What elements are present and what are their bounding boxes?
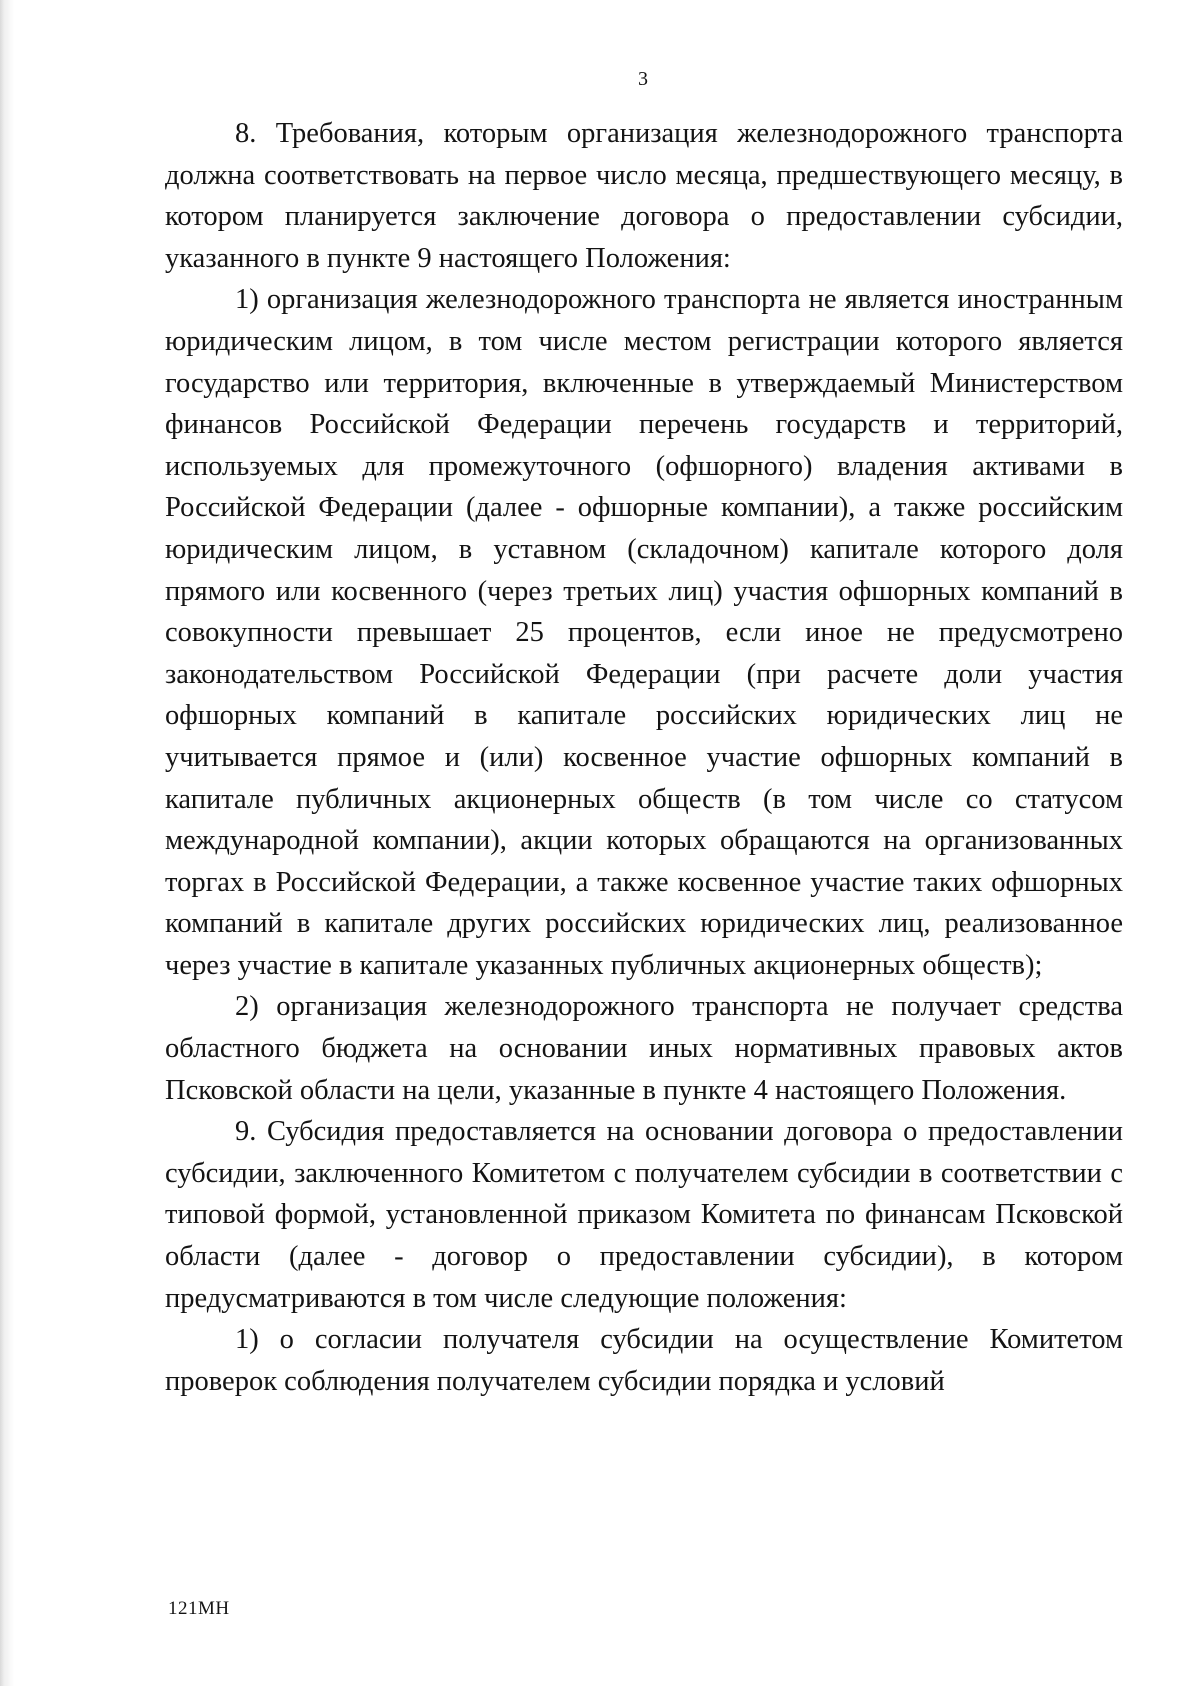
page-number: 3 — [638, 68, 648, 90]
scan-edge-shadow — [0, 0, 14, 1686]
paragraph-8-item-1: 1) организация железнодорожного транспорта не является иностранным юридическим лицом, в том числе местом регистрации которого является государство или территория, включенные в утверждаемый Министерством финансов Российской Федерации перечень государств и территорий, используемых для промежуточного (офшорного) владения активами в Российской Федерации (далее - офшорные компании), а также российским юридическим лицом, в уставном (складочном) капитале которого доля прямого или косвенного (через третьих лиц) участия офшорных компаний в совокупности превышает 25 процентов, если иное не предусмотрено законодательством Российской Федерации (при расчете доли участия офшорных компаний в капитале российских юридических лиц не учитывается прямое и (или) косвенное участие офшорных компаний в капитале публичных акционерных обществ (в том числе со статусом международной компании), акции которых обращаются на организованных торгах в Российской Федерации, а также косвенное участие таких офшорных компаний в капитале других российских юридических лиц, реализованное через участие в капитале указанных публичных акционерных обществ); — [165, 284, 1123, 981]
paragraph-8-item-2: 2) организация железнодорожного транспорта не получает средства областного бюджета на основании иных нормативных правовых актов Псковской области на цели, указанные в пункте 4 настоящего Положения. — [165, 991, 1123, 1106]
document-body — [165, 113, 1123, 1402]
footer-document-code: 121МН — [168, 1598, 230, 1619]
paragraph-8-requirements: 8. Требования, которым организация железнодорожного транспорта должна соответствовать на первое число месяца, предшествующего месяцу, в котором планируется заключение договора о предоставлении субсидии, указанного в пункте 9 настоящего Положения: — [165, 118, 1123, 274]
paragraph-9-subsidy-agreement: 9. Субсидия предоставляется на основании договора о предоставлении субсидии, заключенного Комитетом с получателем субсидии в соответствии с типовой формой, установленной приказом Комитета по финансам Псковской области (далее - договор о предоставлении субсидии), в котором предусматриваются в том числе следующие положения: — [165, 1116, 1123, 1314]
paragraph-9-item-1: 1) о согласии получателя субсидии на осуществление Комитетом проверок соблюдения получателем субсидии порядка и условий — [165, 1324, 1123, 1397]
